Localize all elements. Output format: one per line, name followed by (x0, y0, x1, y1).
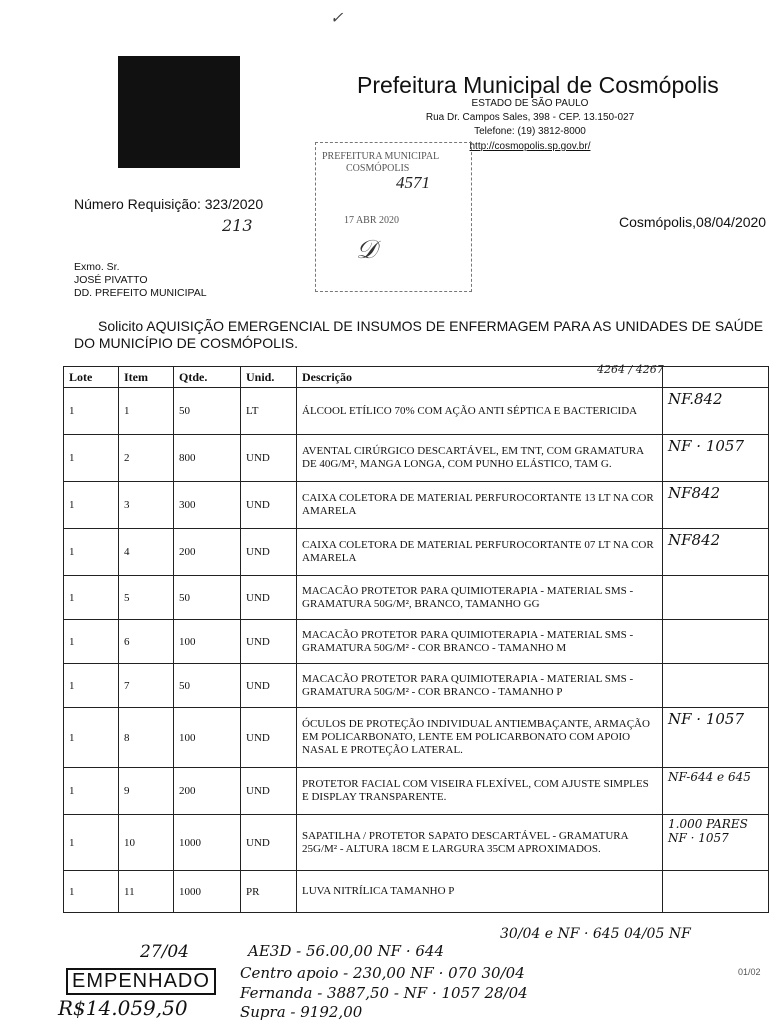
cell-qtde: 200 (174, 529, 241, 576)
cell-item: 8 (119, 708, 174, 768)
top-scribble: ✓ (330, 8, 344, 27)
cell-lote: 1 (64, 576, 119, 620)
municipal-logo (118, 56, 240, 168)
footer-total: R$14.059,50 (58, 996, 188, 1020)
col-header-notes (663, 367, 769, 388)
cell-descricao: CAIXA COLETORA DE MATERIAL PERFUROCORTANTE 07 LT NA COR AMARELA (297, 529, 663, 576)
footer-note-line4: Supra - 9192,00 (240, 1003, 363, 1021)
header-handwritten-note: 4264 / 4267 (597, 363, 664, 376)
cell-unid: PR (241, 871, 297, 913)
table-row (64, 620, 769, 664)
cell-lote: 1 (64, 664, 119, 708)
cell-item: 4 (119, 529, 174, 576)
footer-note-line1: AE3D - 56.00,00 NF · 644 (248, 942, 444, 960)
cell-descricao: MACACÃO PROTETOR PARA QUIMIOTERAPIA - MATERIAL SMS - GRAMATURA 50G/M² - COR BRANCO - TAMANHO M (297, 620, 663, 664)
cell-unid: LT (241, 388, 297, 435)
cell-nota (663, 871, 769, 913)
cell-unid: UND (241, 576, 297, 620)
page-number: 01/02 (738, 967, 761, 977)
cell-descricao: SAPATILHA / PROTETOR SAPATO DESCARTÁVEL - GRAMATURA 25G/M² - ALTURA 18CM E LARGURA 35CM APROXIMADOS. (297, 815, 663, 871)
header-url[interactable]: http://cosmopolis.sp.gov.br/ (469, 141, 591, 152)
col-header-lote: Lote (64, 367, 119, 388)
cell-unid: UND (241, 815, 297, 871)
cell-lote: 1 (64, 768, 119, 815)
cell-qtde: 50 (174, 576, 241, 620)
col-header-item: Item (119, 367, 174, 388)
header-address: Rua Dr. Campos Sales, 398 - CEP. 13.150-027 (425, 112, 635, 123)
cell-unid: UND (241, 620, 297, 664)
cell-unid: UND (241, 768, 297, 815)
stamp-line2: COSMÓPOLIS (346, 163, 410, 174)
empenhado-stamp: EMPENHADO (66, 968, 216, 995)
table-row (64, 708, 769, 768)
cell-lote: 1 (64, 708, 119, 768)
footer-note-line0: 30/04 e NF · 645 04/05 NF (500, 926, 691, 942)
cell-qtde: 1000 (174, 815, 241, 871)
header-phone: Telefone: (19) 3812-8000 (474, 126, 586, 137)
cell-qtde: 1000 (174, 871, 241, 913)
cell-nota (663, 576, 769, 620)
cell-item: 10 (119, 815, 174, 871)
table-row (64, 482, 769, 529)
cell-lote: 1 (64, 388, 119, 435)
footer-note-line3: Fernanda - 3887,50 - NF · 1057 28/04 (240, 984, 528, 1002)
cell-lote: 1 (64, 815, 119, 871)
stamp-signature: 𝒟 (356, 235, 377, 264)
cell-descricao: CAIXA COLETORA DE MATERIAL PERFUROCORTANTE 13 LT NA COR AMARELA (297, 482, 663, 529)
cell-descricao: ÁLCOOL ETÍLICO 70% COM AÇÃO ANTI SÉPTICA E BACTERICIDA (297, 388, 663, 435)
header-state: ESTADO DE SÃO PAULO (471, 98, 589, 109)
table-row (64, 435, 769, 482)
table-row (64, 388, 769, 435)
cell-qtde: 100 (174, 708, 241, 768)
cell-qtde: 800 (174, 435, 241, 482)
cell-qtde: 300 (174, 482, 241, 529)
cell-lote: 1 (64, 871, 119, 913)
cell-descricao: MACACÃO PROTETOR PARA QUIMIOTERAPIA - MATERIAL SMS - GRAMATURA 50G/M², BRANCO, TAMANHO GG (297, 576, 663, 620)
stamp-number: 4571 (396, 173, 430, 192)
cell-item: 1 (119, 388, 174, 435)
stamp-line1: PREFEITURA MUNICIPAL (322, 151, 440, 162)
cell-descricao: LUVA NITRÍLICA TAMANHO P (297, 871, 663, 913)
recipient-salutation: Exmo. Sr. (74, 261, 120, 273)
footer-date-left: 27/04 (140, 942, 189, 962)
cell-item: 2 (119, 435, 174, 482)
table-row (64, 815, 769, 871)
cell-qtde: 50 (174, 388, 241, 435)
table-row (64, 576, 769, 620)
cell-item: 7 (119, 664, 174, 708)
table-row (64, 664, 769, 708)
table-row (64, 871, 769, 913)
intro-text: Solicito AQUISIÇÃO EMERGENCIAL DE INSUMOS DE ENFERMAGEM PARA AS UNIDADES DE SAÚDE DO MUNICÍPIO DE COSMÓPOLIS. (74, 318, 764, 351)
col-header-qtde: Qtde. (174, 367, 241, 388)
cell-lote: 1 (64, 620, 119, 664)
cell-item: 5 (119, 576, 174, 620)
col-header-descricao: Descrição (297, 367, 663, 388)
cell-item: 9 (119, 768, 174, 815)
cell-descricao: MACACÃO PROTETOR PARA QUIMIOTERAPIA - MATERIAL SMS - GRAMATURA 50G/M² - COR BRANCO - TAMANHO P (297, 664, 663, 708)
cell-nota: NF842 (663, 482, 769, 529)
page-title: Prefeitura Municipal de Cosmópolis (357, 72, 719, 98)
table-header-row (64, 367, 769, 388)
cell-nota (663, 664, 769, 708)
cell-unid: UND (241, 708, 297, 768)
cell-lote: 1 (64, 529, 119, 576)
table-row (64, 529, 769, 576)
table-row (64, 768, 769, 815)
recipient-name: JOSÉ PIVATTO (74, 274, 148, 286)
cell-descricao: PROTETOR FACIAL COM VISEIRA FLEXÍVEL, COM AJUSTE SIMPLES E DISPLAY TRANSPARENTE. (297, 768, 663, 815)
cell-nota: NF.842 (663, 388, 769, 435)
cell-nota: 1.000 PARES NF · 1057 (663, 815, 769, 871)
requisition-handwritten: 213 (222, 216, 253, 235)
intro-paragraph (74, 318, 770, 352)
cell-descricao: AVENTAL CIRÚRGICO DESCARTÁVEL, EM TNT, COM GRAMATURA DE 40G/M², MANGA LONGA, COM PUNHO ELÁSTICO, TAM G. (297, 435, 663, 482)
cell-unid: UND (241, 435, 297, 482)
items-table (63, 366, 769, 913)
footer-note-line2: Centro apoio - 230,00 NF · 070 30/04 (240, 964, 525, 982)
cell-qtde: 200 (174, 768, 241, 815)
cell-qtde: 50 (174, 664, 241, 708)
cell-descricao: ÓCULOS DE PROTEÇÃO INDIVIDUAL ANTIEMBAÇANTE, ARMAÇÃO EM POLICARBONATO, LENTE EM POLICARBONATO COM APOIO NASAL E PROTEÇÃO LATERAL. (297, 708, 663, 768)
cell-unid: UND (241, 529, 297, 576)
city-date: Cosmópolis,08/04/2020 (619, 214, 767, 230)
cell-item: 6 (119, 620, 174, 664)
cell-nota: NF-644 e 645 (663, 768, 769, 815)
cell-qtde: 100 (174, 620, 241, 664)
cell-nota: NF · 1057 (663, 435, 769, 482)
cell-nota: NF842 (663, 529, 769, 576)
cell-nota: NF · 1057 (663, 708, 769, 768)
cell-lote: 1 (64, 435, 119, 482)
recipient-title: DD. PREFEITO MUNICIPAL (74, 287, 207, 299)
cell-nota (663, 620, 769, 664)
requisition-number: Número Requisição: 323/2020 (74, 196, 264, 212)
cell-item: 3 (119, 482, 174, 529)
col-header-unid: Unid. (241, 367, 297, 388)
cell-lote: 1 (64, 482, 119, 529)
stamp-date: 17 ABR 2020 (344, 215, 400, 226)
cell-unid: UND (241, 664, 297, 708)
protocol-stamp (315, 142, 472, 292)
cell-item: 11 (119, 871, 174, 913)
cell-unid: UND (241, 482, 297, 529)
